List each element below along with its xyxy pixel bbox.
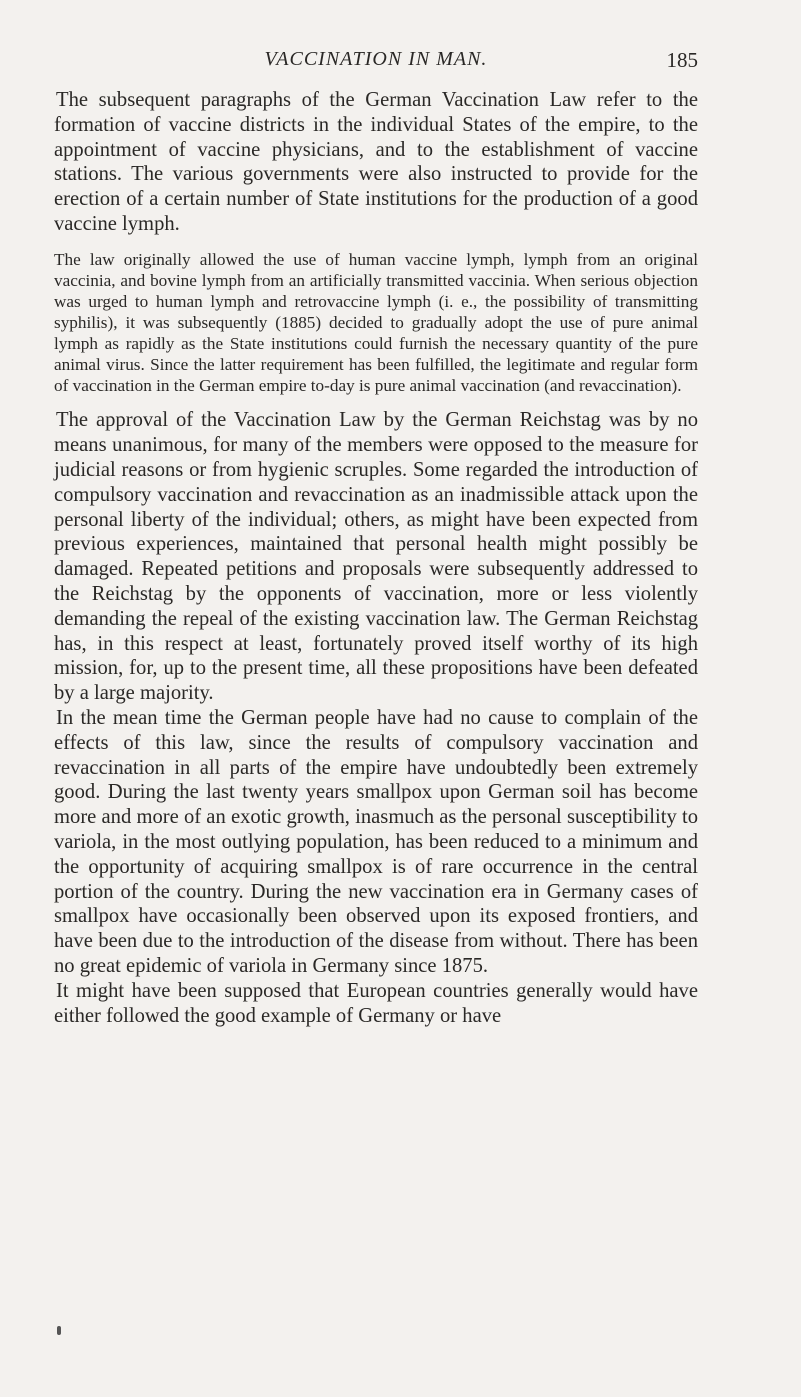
running-head: [54, 48, 698, 88]
paragraph-vaccine-districts: The subsequent paragraphs of the German Vaccination Law refer to the formation of vaccine districts in the individual States of the empire, to the appointment of vaccine physicians, and to the establishment of vaccine stations. The various governments were also instructed to provide for the erection of a certain number of State institutions for the production of a good vaccine lymph.: [54, 89, 698, 235]
page-number: 185: [666, 48, 698, 72]
paragraph-european-countries: It might have been supposed that European countries generally would have either followed the good example of Germany or have: [54, 979, 698, 1027]
paragraph-reichstag-approval: The approval of the Vaccination Law by the German Reichstag was by no means unanimous, for many of the members were opposed to the measure for judicial reasons or from hygienic scruples. Some regarded the introduction of compulsory vaccination and revaccination as an inadmissible attack upon the personal liberty of the individual; others, as might have been expected from previous experiences, maintained that personal health might possibly be damaged. Repeated petitions and proposals were subsequently addressed to the Reichstag by the opponents of vaccination, more or less violently demanding the repeal of the existing vaccination law. The German Reichstag has, in this respect at least, fortunately proved itself worthy of its high mission, for, up to the present time, all these propositions have been defeated by a large majority.: [54, 409, 698, 705]
paragraph-lymph-note: The law originally allowed the use of human vaccine lymph, lymph from an original vaccinia, and bovine lymph from an artificially transmitted vaccinia. When serious objection was urged to human lymph and retrovaccine lymph (i. e., the possibility of transmitting syphilis), it was subsequently (1885) decided to gradually adopt the use of pure animal lymph as rapidly as the State institutions could furnish the necessary quantity of the pure animal virus. Since the latter requirement has been fulfilled, the legitimate and regular form of vaccination in the German empire to-day is pure animal vaccination (and revaccination).: [54, 249, 698, 396]
print-speck: [57, 1326, 61, 1335]
running-title: VACCINATION IN MAN.: [264, 48, 488, 70]
book-page: [54, 48, 698, 1028]
paragraph-results: In the mean time the German people have had no cause to complain of the effects of this law, since the results of compulsory vaccination and revaccination in all parts of the empire have undoubtedly been extremely good. During the last twenty years smallpox upon German soil has become more and more of an exotic growth, inasmuch as the personal susceptibility to variola, in the most outlying population, has been reduced to a minimum and the opportunity of acquiring smallpox is of rare occurrence in the central portion of the country. During the new vaccination era in Germany cases of smallpox have occasionally been observed upon its exposed frontiers, and have been due to the introduction of the disease from without. There has been no great epidemic of variola in Germany since 1875.: [54, 707, 698, 977]
